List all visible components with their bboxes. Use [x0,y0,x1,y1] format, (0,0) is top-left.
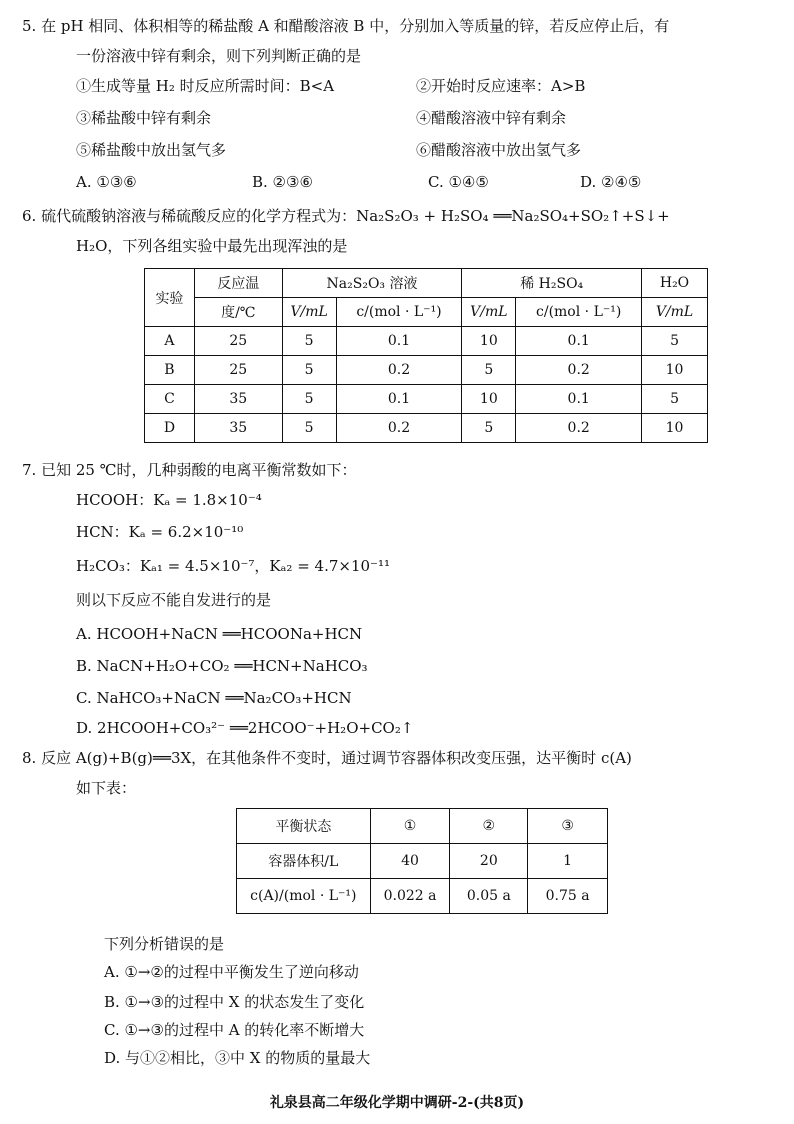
header-volume: V/mL [462,298,516,327]
q5-statement: ③稀盐酸中锌有剩余 [76,109,212,127]
table-cell: 40 [370,844,450,879]
table-row [145,385,708,414]
table-cell: 0.2 [516,414,642,443]
q7-option-a: A. HCOOH+NaCN ══HCOONa+HCN [76,625,363,643]
table-cell: 1 [528,844,608,879]
q7-question: 则以下反应不能自发进行的是 [76,591,272,609]
table-row [237,844,608,879]
table-cell: 10 [462,327,516,356]
header-concentration: c/(mol · L⁻¹) [336,298,462,327]
table-cell: 0.2 [336,414,462,443]
table-cell: 20 [450,844,528,879]
row-label-concentration: c(A)/(mol · L⁻¹) [237,879,371,914]
q8-option-d: D. 与①②相比，③中 X 的物质的量最大 [104,1049,371,1067]
q5-statement: ⑥醋酸溶液中放出氢气多 [416,141,582,159]
table-cell: 0.1 [336,385,462,414]
table-row [145,414,708,443]
q6-experiment-table [144,268,708,443]
header-equilibrium-state: 平衡状态 [237,809,371,844]
table-cell: 10 [462,385,516,414]
table-row [145,327,708,356]
q8-equilibrium-table [236,808,608,914]
q8-option-b: B. ①→③的过程中 X 的状态发生了变化 [104,993,365,1011]
table-cell: 0.2 [336,356,462,385]
table-cell: 25 [194,327,282,356]
q7-option-b: B. NaCN+H₂O+CO₂ ══HCN+NaHCO₃ [76,657,368,675]
header-temperature-1: 反应温 [194,269,282,298]
header-h2so4: 稀 H₂SO₄ [462,269,642,298]
table-row [145,356,708,385]
q7-option-d: D. 2HCOOH+CO₃²⁻ ══2HCOO⁻+H₂O+CO₂↑ [76,719,414,737]
table-cell: 0.2 [516,356,642,385]
row-label-volume: 容器体积/L [237,844,371,879]
table-row [237,879,608,914]
table-cell: 5 [282,327,336,356]
page-footer: 礼泉县高二年级化学期中调研-2-(共8页) [269,1095,525,1111]
q5-statement: ①生成等量 H₂ 时反应所需时间：B<A [76,77,335,95]
table-cell: 5 [282,414,336,443]
header-na2s2o3: Na₂S₂O₃ 溶液 [282,269,462,298]
table-cell: 5 [462,356,516,385]
q7-constant-hcooh: HCOOH：Kₐ = 1.8×10⁻⁴ [76,491,262,509]
table-cell: 10 [642,414,708,443]
table-cell: 5 [282,356,336,385]
q8-question: 下列分析错误的是 [104,935,225,953]
q8-stem-line2: 如下表： [76,779,137,797]
table-cell: 0.05 a [450,879,528,914]
header-temperature-2: 度/℃ [194,298,282,327]
header-volume: V/mL [282,298,336,327]
q5-statement: ⑤稀盐酸中放出氢气多 [76,141,227,159]
q8-stem-line1: 8. 反应 A(g)+B(g)══3X，在其他条件不变时，通过调节容器体积改变压强，达平衡时 c(A) [22,749,632,767]
table-cell: A [145,327,195,356]
q5-statement: ④醋酸溶液中锌有剩余 [416,109,567,127]
table-cell: 35 [194,414,282,443]
q5-stem-line2: 一份溶液中锌有剩余，则下列判断正确的是 [76,47,362,65]
q8-option-c: C. ①→③的过程中 A 的转化率不断增大 [104,1021,365,1039]
table-cell: 0.022 a [370,879,450,914]
table-cell: C [145,385,195,414]
table-cell: 0.75 a [528,879,608,914]
q7-constant-hcn: HCN：Kₐ = 6.2×10⁻¹⁰ [76,523,244,541]
q7-option-c: C. NaHCO₃+NaCN ══Na₂CO₃+HCN [76,689,352,707]
table-cell: 0.1 [516,385,642,414]
q6-stem-line1: 6. 硫代硫酸钠溶液与稀硫酸反应的化学方程式为：Na₂S₂O₃ + H₂SO₄ ══Na₂SO₄+SO₂↑+S↓+ [22,207,670,225]
table-cell: D [145,414,195,443]
table-cell: 25 [194,356,282,385]
header-state-2: ② [450,809,528,844]
q5-statements [76,76,716,160]
header-volume: V/mL [642,298,708,327]
table-cell: 10 [642,356,708,385]
q8-option-a: A. ①→②的过程中平衡发生了逆向移动 [104,963,359,981]
header-experiment: 实验 [145,269,195,327]
table-cell: 5 [282,385,336,414]
header-state-3: ③ [528,809,608,844]
q5-statement: ②开始时反应速率：A>B [416,77,586,95]
q5-option-c: C. ①④⑤ [428,173,489,191]
q7-stem-line1: 7. 已知 25 ℃时，几种弱酸的电离平衡常数如下： [22,461,357,479]
table-cell: B [145,356,195,385]
table-cell: 5 [642,327,708,356]
header-h2o: H₂O [642,269,708,298]
q6-stem-line2: H₂O，下列各组实验中最先出现浑浊的是 [76,237,348,255]
table-cell: 0.1 [336,327,462,356]
q5-option-a: A. ①③⑥ [76,173,137,191]
table-cell: 35 [194,385,282,414]
header-state-1: ① [370,809,450,844]
header-concentration: c/(mol · L⁻¹) [516,298,642,327]
table-cell: 0.1 [516,327,642,356]
table-cell: 5 [642,385,708,414]
q5-stem-line1: 5. 在 pH 相同、体积相等的稀盐酸 A 和醋酸溶液 B 中，分别加入等质量的锌，若反应停止后，有 [22,17,670,35]
table-cell: 5 [462,414,516,443]
q5-option-d: D. ②④⑤ [580,173,642,191]
q5-options [76,172,740,192]
q5-option-b: B. ②③⑥ [252,173,313,191]
q7-constant-h2co3: H₂CO₃：Kₐ₁ = 4.5×10⁻⁷，Kₐ₂ = 4.7×10⁻¹¹ [76,557,390,575]
